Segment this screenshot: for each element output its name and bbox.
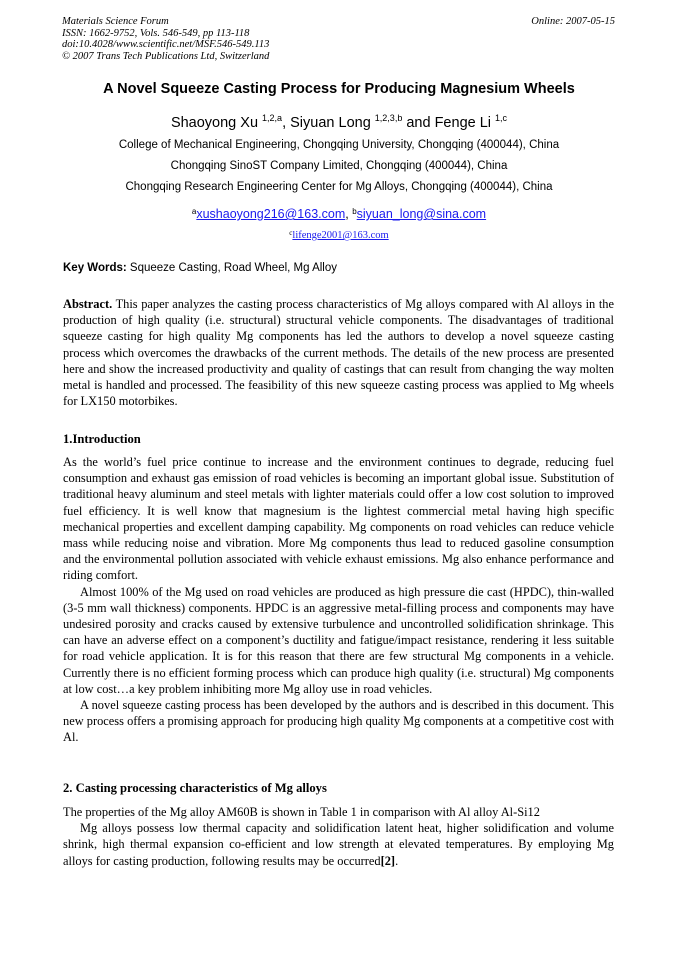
- copyright-line: © 2007 Trans Tech Publications Ltd, Switzerland: [62, 50, 270, 62]
- author-affiliation-mark: 1,c: [495, 113, 508, 123]
- author-affiliation-mark: 1,2,3,b: [374, 113, 403, 123]
- author-email-3: [0, 229, 678, 241]
- email-link-xu[interactable]: xushaoyong216@163.com: [196, 207, 346, 221]
- abstract-text: This paper analyzes the casting process characteristics of Mg alloys compared with Al alloys in the production of high quality (i.e. structural) structural vehicle components. The disadvantages of traditional squeeze casting for high quality Mg components has led the authors to develop a novel squeeze casting process which overcomes the drawbacks of the current methods. The details of the new process are presented here and show the increased productivity and quality of castings that can result from changing the way molten metal is handled and processed. The feasibility of this new squeeze casting process was applied to Mg wheels for LX150 motorbikes.: [63, 297, 614, 409]
- body-paragraph: [63, 820, 614, 869]
- author-name: Fenge Li: [434, 115, 496, 131]
- keywords-label: Key Words:: [63, 262, 127, 274]
- abstract-label: Abstract.: [63, 297, 113, 311]
- paragraph-end: .: [395, 853, 399, 868]
- citation-ref: [2]: [380, 853, 396, 868]
- author-affiliation-mark: 1,2,a: [262, 113, 283, 123]
- affiliation-3: Chongqing Research Engineering Center for Mg Alloys, Chongqing (400044), China: [125, 181, 553, 193]
- email-link-long[interactable]: siyuan_long@sina.com: [356, 207, 487, 221]
- journal-name: Materials Science Forum: [62, 16, 169, 27]
- body-paragraph: A novel squeeze casting process has been developed by the authors and is described in this document. This new process offers a promising approach for producing high quality Mg components at a competitive cost with Al.: [63, 698, 614, 745]
- author-list: [0, 113, 678, 131]
- email-mark: b: [352, 207, 357, 216]
- email-link-li[interactable]: lifenge2001@163.com: [292, 230, 389, 241]
- body-paragraph: The properties of the Mg alloy AM60B is shown in Table 1 in comparison with Al alloy Al-Si12: [63, 805, 540, 819]
- casting-section-body: [63, 804, 614, 869]
- online-date: Online: 2007-05-15: [531, 16, 615, 27]
- paper-title: A Novel Squeeze Casting Process for Producing Magnesium Wheels: [103, 81, 575, 97]
- section-heading-casting: 2. Casting processing characteristics of Mg alloys: [63, 781, 327, 795]
- issn-line: ISSN: 1662-9752, Vols. 546-549, pp 113-118: [62, 27, 250, 39]
- body-paragraph: As the world’s fuel price continue to increase and the environment continues to degrade, reducing fuel consumption and exhaust gas emission of road vehicles is becoming an important global issue. Substitution of traditional heavy aluminum and steel metals with lighter materials could offer a low cost solution to improved fuel efficiency. It is well know that magnesium is the lightest commercial metal having high specific mechanical properties and excellent damping capability. Mg components on road vehicles can reduce vehicle mass while reducing noise and vibration. More Mg components thus lead to reduced gasoline consumption and the environmental pollution associated with vehicle exhaust emissions. Mg also enhance performance and riding comfort.: [63, 455, 614, 583]
- introduction-body: [63, 454, 614, 746]
- affiliation-1: College of Mechanical Engineering, Chongqing University, Chongqing (400044), China: [118, 139, 560, 151]
- abstract-block: [63, 296, 614, 409]
- email-separator: ,: [345, 207, 353, 221]
- author-separator: and: [402, 115, 435, 131]
- body-paragraph: Almost 100% of the Mg used on road vehicles are produced as high pressure die cast (HPDC), thin-walled (3-5 mm wall thickness) components. HPDC is an aggressive metal-filling process and components may have undesired porosity and cracks caused by extensive turbulence and uncontrolled solidification shrinkage. This can have an adverse effect on a component’s ductility and fatigue/impact resistance, rendering it less suitable for road vehicle application. It is for this reason that there are few structural Mg components in a vehicle. Currently there is no efficient forming process which can produce high quality (i.e. structural) Mg components at low cost…a key problem inhibiting more Mg alloy use in road vehicles.: [63, 584, 614, 696]
- section-heading-introduction: 1.Introduction: [63, 432, 141, 446]
- email-mark: a: [191, 207, 197, 216]
- keywords-line: [63, 262, 337, 274]
- journal-header: [62, 16, 269, 62]
- email-mark: c: [289, 229, 293, 237]
- author-name: Siyuan Long: [290, 115, 375, 131]
- affiliation-2: Chongqing SinoST Company Limited, Chongqing (400044), China: [170, 160, 508, 172]
- abstract-paragraph: [63, 296, 614, 409]
- author-separator: ,: [282, 115, 291, 131]
- doi-line: doi:10.4028/www.scientific.net/MSF.546-549.113: [62, 39, 270, 50]
- keywords-text: Squeeze Casting, Road Wheel, Mg Alloy: [126, 262, 338, 274]
- author-emails: [0, 207, 678, 221]
- author-name: Shaoyong Xu: [170, 115, 263, 131]
- paragraph-text: Mg alloys possess low thermal capacity and solidification latent heat, higher solidification and volume shrink, high thermal expansion co-efficient and low strength at elevated temperatures. By employing Mg alloys for casting production, following results may be occurred: [63, 821, 614, 868]
